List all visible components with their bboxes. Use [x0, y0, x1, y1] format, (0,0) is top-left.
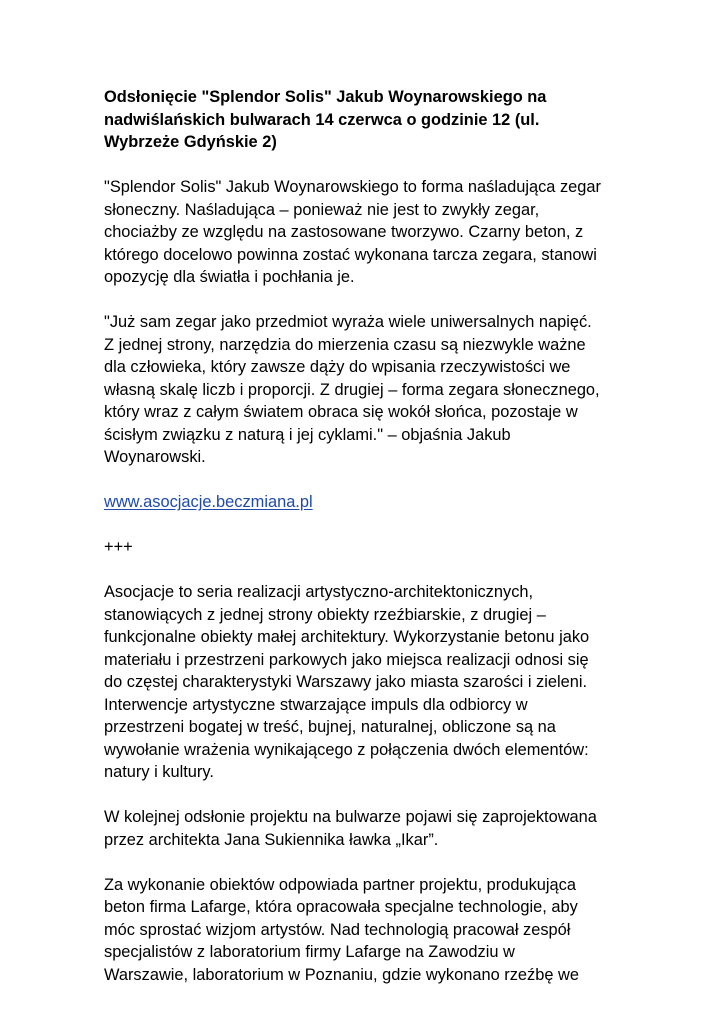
paragraph-line: przestrzeni bogatej w treść, bujnej, naturalnej, obliczone są na [104, 718, 556, 736]
title-line: Odsłonięcie "Splendor Solis" Jakub Woynarowskiego na [104, 88, 547, 106]
paragraph-line: słoneczny. Naśladująca – ponieważ nie jest to zwykły zegar, [104, 200, 540, 219]
paragraph-gap [104, 469, 644, 492]
paragraph-line: beton firma Lafarge, która opracowała specjalne technologie, aby [104, 898, 578, 916]
paragraph-line: funkcjonalne obiekty małej architektury. Wykorzystanie betonu jako [104, 628, 590, 646]
paragraph-lafarge [104, 874, 644, 987]
document-title [104, 86, 644, 154]
paragraph-line: chociażby ze względu na zastosowane tworzywo. Czarny beton, z [104, 223, 584, 241]
paragraph-line: Asocjacje to seria realizacji artystyczno-architektonicznych, [104, 583, 534, 601]
title-line: Wybrzeże Gdyńskie 2) [104, 133, 277, 151]
paragraph-line: stanowiących z jednej strony obiekty rzeźbiarskie, z drugiej – [104, 605, 546, 624]
paragraph-gap [104, 784, 644, 807]
document-page [104, 86, 644, 986]
paragraph-line: własną skalę liczb i proporcji. Z drugiej – forma zegara słonecznego, [104, 380, 600, 399]
paragraph-asocjacje [104, 581, 644, 784]
paragraph-line: specjalistów z laboratorium firmy Lafarge na Zawodziu w [104, 943, 515, 961]
paragraph-line: natury i kultury. [104, 763, 214, 781]
paragraph-line: Interwencje artystyczne stwarzające impuls dla odbiorcy w [104, 695, 528, 714]
paragraph-line: do częstej charakterystyki Warszawy jako miasta szarości i zieleni. [104, 673, 588, 691]
paragraph-line: dla człowieka, który zawsze dąży do wpisania rzeczywistości we [104, 358, 571, 376]
paragraph-line: móc sprostać wizjom artystów. Nad technologią pracował zespół [104, 920, 571, 939]
paragraph-gap [104, 851, 644, 874]
paragraph-line: wywołanie wrażenia wynikającego z połączenia dwóch elementów: [104, 740, 589, 759]
paragraph-line: W kolejnej odsłonie projektu na bulwarze pojawi się zaprojektowana [104, 808, 597, 826]
paragraph-splendor-solis [104, 176, 644, 289]
paragraph-line: przez architekta Jana Sukiennika ławka „Ikar”. [104, 830, 439, 849]
paragraph-line: ścisłym związku z naturą i jej cyklami." – objaśnia Jakub [104, 425, 511, 444]
paragraph-line: który wraz z całym światem obraca się wokół słońca, pozostaje w [104, 403, 578, 421]
paragraph-line: Warszawie, laboratorium w Poznaniu, gdzie wykonano rzeźbę we [104, 965, 579, 984]
paragraph-line: "Splendor Solis" Jakub Woynarowskiego to forma naśladująca zegar [104, 178, 601, 196]
paragraph-line: "Już sam zegar jako przedmiot wyraża wiele uniwersalnych napięć. [104, 313, 592, 331]
website-link-line [104, 491, 644, 514]
paragraph-gap [104, 154, 644, 177]
paragraph-line: opozycję dla światła i pochłania je. [104, 268, 355, 286]
title-line: nadwiślańskich bulwarach 14 czerwca o godzinie 12 (ul. [104, 110, 540, 129]
paragraph-line: materiału i przestrzeni parkowych jako miejsca realizacji odnosi się [104, 650, 589, 669]
paragraph-line: Za wykonanie obiektów odpowiada partner projektu, produkująca [104, 875, 576, 894]
paragraph-gap [104, 559, 644, 582]
paragraph-lawka-ikar [104, 806, 644, 851]
section-separator: +++ [104, 538, 133, 556]
paragraph-line: Woynarowski. [104, 448, 206, 466]
paragraph-line: Z jednej strony, narzędzia do mierzenia czasu są niezwykle ważne [104, 335, 586, 354]
paragraph-quote [104, 311, 644, 469]
paragraph-line: którego docelowo powinna zostać wykonana tarcza zegara, stanowi [104, 245, 597, 264]
website-link[interactable]: www.asocjacje.beczmiana.pl [104, 493, 313, 511]
paragraph-gap [104, 289, 644, 312]
paragraph-gap [104, 514, 644, 537]
